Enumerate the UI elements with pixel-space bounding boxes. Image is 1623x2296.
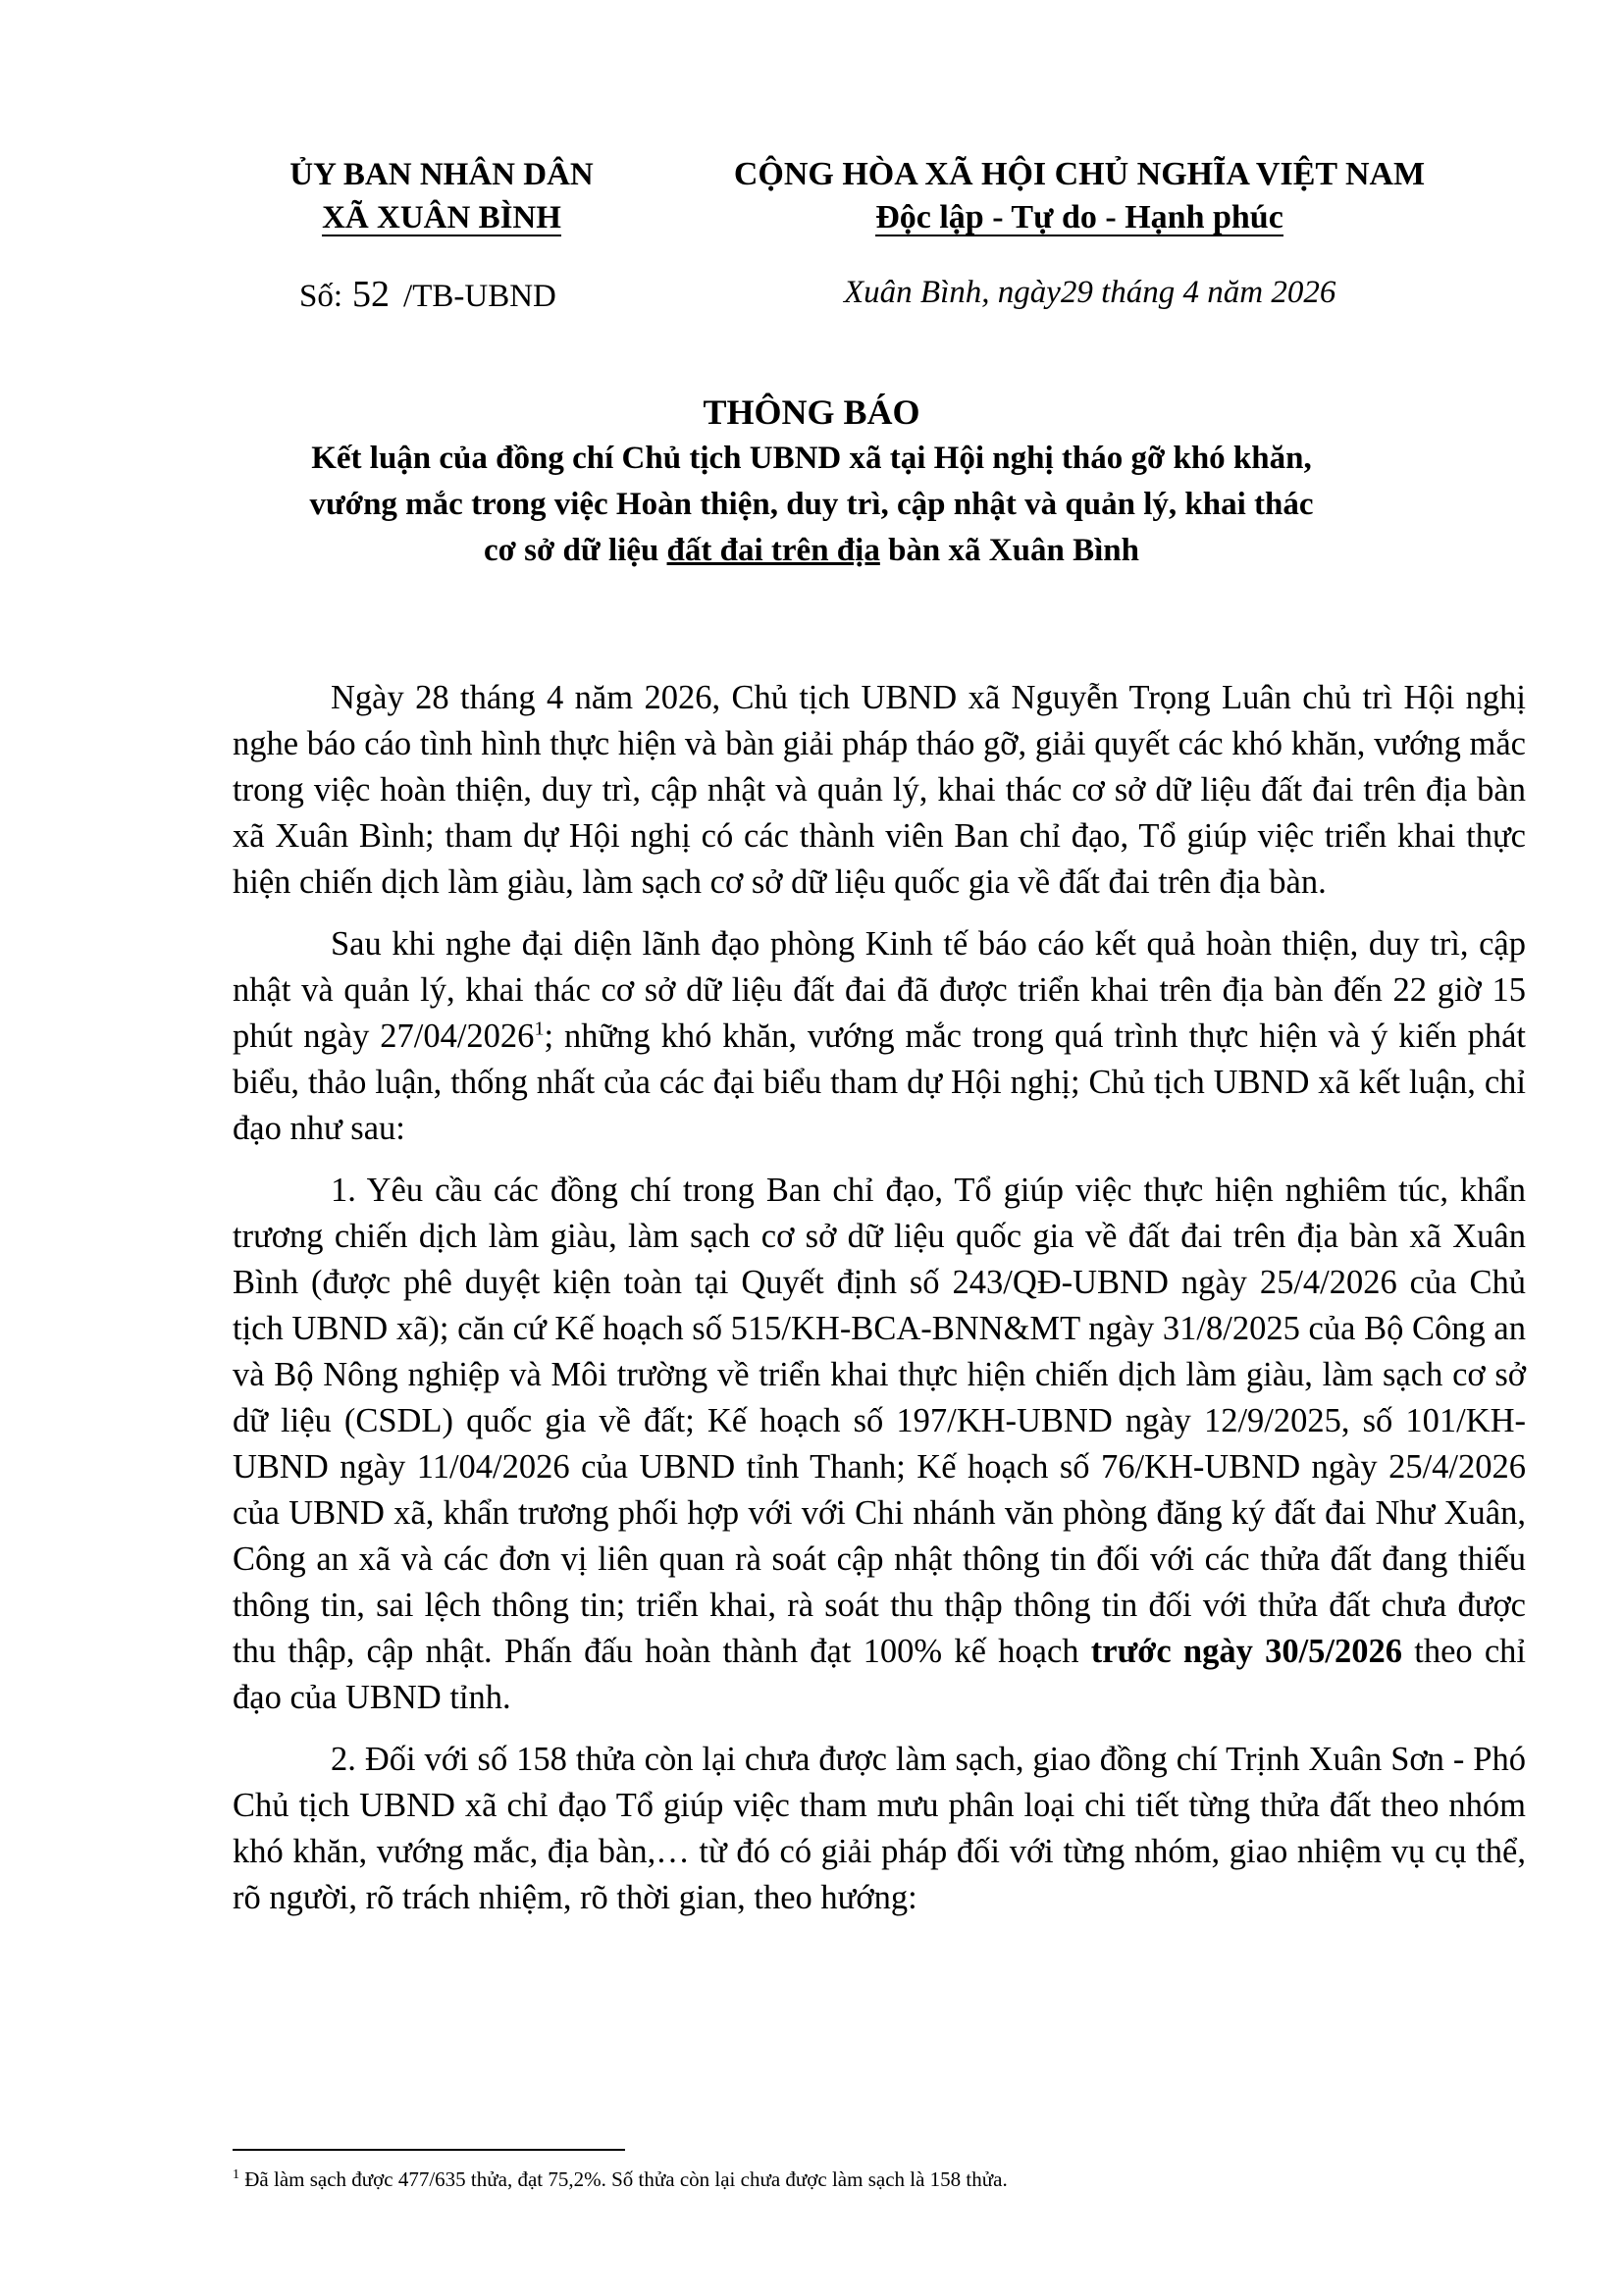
- paragraph-2-part-b: ; những khó khăn, vướng mắc trong quá trình thực hiện và ý kiến phát biểu, thảo luận, thống nhất của các đại biểu tham dự Hội nghị; Chủ tịch UBND xã kết luận, chỉ đạo như sau:: [233, 1018, 1526, 1147]
- document-title: [196, 389, 1427, 574]
- document-number: [299, 273, 556, 316]
- title-line-3-underlined: đất đai trên địa: [666, 533, 880, 568]
- paragraph-2-part-a: Sau khi nghe đại diện lãnh đạo phòng Kinh tế báo cáo kết quả hoàn thiện, duy trì, cập nhật và quản lý, khai thác cơ sở dữ liệu đất đai đã được triển khai trên địa bàn đến 22 giờ 15 phút ngày 27/04/2026: [233, 925, 1526, 1055]
- footnote: [233, 2162, 1008, 2193]
- doc-number-suffix: /TB-UBND: [403, 279, 556, 314]
- title-line-3-part-c: bàn xã Xuân Bình: [879, 533, 1139, 568]
- title-main: THÔNG BÁO: [703, 392, 920, 432]
- nation-line-1: CỘNG HÒA XÃ HỘI CHỦ NGHĨA VIỆT NAM: [733, 156, 1426, 192]
- agency-line-1: ỦY BAN NHÂN DÂN: [289, 157, 594, 192]
- doc-number-prefix: Số:: [299, 279, 343, 314]
- paragraph-1: Ngày 28 tháng 4 năm 2026, Chủ tịch UBND xã Nguyễn Trọng Luân chủ trì Hội nghị nghe báo cáo tình hình thực hiện và bàn giải pháp tháo gỡ, giải quyết các khó khăn, vướng mắc trong việc hoàn thiện, duy trì, cập nhật và quản lý, khai thác cơ sở dữ liệu đất đai trên địa bàn xã Xuân Bình; tham dự Hội nghị có các thành viên Ban chỉ đạo, Tổ giúp việc triển khai thực hiện chiến dịch làm giàu, làm sạch cơ sở dữ liệu quốc gia về đất đai trên địa bàn.: [233, 679, 1526, 901]
- footnote-text: Đã làm sạch được 477/635 thửa, đạt 75,2%. Số thửa còn lại chưa được làm sạch là 158 thửa.: [239, 2167, 1008, 2191]
- paragraph-3-part-a: 1. Yêu cầu các đồng chí trong Ban chỉ đạo, Tổ giúp việc thực hiện nghiêm túc, khẩn trương chiến dịch làm giàu, làm sạch cơ sở dữ liệu quốc gia về đất đai trên địa bàn xã Xuân Bình (được phê duyệt kiện toàn tại Quyết định số 243/QĐ-UBND ngày 25/4/2026 của Chủ tịch UBND xã); căn cứ Kế hoạch số 515/KH-BCA-BNN&MT ngày 31/8/2025 của Bộ Công an và Bộ Nông nghiệp và Môi trường về triển khai thực hiện chiến dịch làm giàu, làm sạch cơ sở dữ liệu (CSDL) quốc gia về đất; Kế hoạch số 197/KH-UBND ngày 12/9/2025, số 101/KH-UBND ngày 11/04/2026 của UBND tỉnh Thanh; Kế hoạch số 76/KH-UBND ngày 25/4/2026 của UBND xã, khẩn trương phối hợp với với Chi nhánh văn phòng đăng ký đất đai Như Xuân, Công an xã và các đơn vị liên quan rà soát cập nhật thông tin đối với các thửa đất đang thiếu thông tin, sai lệch thông tin; triển khai, rà soát thu thập thông tin đối với thửa đất chưa được thu thập, cập nhật. Phấn đấu hoàn thành đạt 100% kế hoạch: [233, 1172, 1526, 1670]
- nation-motto: Độc lập - Tự do - Hạnh phúc: [875, 199, 1283, 235]
- doc-number-value: 52: [352, 274, 391, 315]
- deadline-emphasis: trước ngày 30/5/2026: [1090, 1633, 1403, 1670]
- title-line-3: [196, 528, 1427, 574]
- national-header: [687, 153, 1472, 239]
- date-place: Xuân Bình, ngày29 tháng 4 năm 2026: [844, 275, 1336, 310]
- paragraph-2: [233, 921, 1526, 1152]
- document-body: [233, 675, 1526, 1937]
- title-line-2: vướng mắc trong việc Hoàn thiện, duy trì, cập nhật và quản lý, khai thác: [309, 487, 1314, 522]
- issuing-agency: [260, 153, 623, 239]
- footnote-mark: 1: [233, 2167, 239, 2182]
- paragraph-3: [233, 1168, 1526, 1721]
- paragraph-4: 2. Đối với số 158 thửa còn lại chưa được làm sạch, giao đồng chí Trịnh Xuân Sơn - Phó Chủ tịch UBND xã chỉ đạo Tổ giúp việc tham mưu phân loại chi tiết từng thửa đất theo nhóm khó khăn, vướng mắc, địa bàn,… từ đó có giải pháp đối với từng nhóm, giao nhiệm vụ cụ thể, rõ người, rõ trách nhiệm, rõ thời gian, theo hướng:: [233, 1741, 1526, 1916]
- agency-line-2: XÃ XUÂN BÌNH: [322, 200, 561, 235]
- footnote-separator: [233, 2149, 625, 2151]
- paragraph-3-part-b: theo chỉ đạo của UBND tỉnh.: [233, 1633, 1527, 1716]
- title-line-3-part-a: cơ sở dữ liệu: [484, 533, 667, 568]
- title-line-1: Kết luận của đồng chí Chủ tịch UBND xã tại Hội nghị tháo gỡ khó khăn,: [311, 441, 1312, 476]
- footnote-reference: 1: [534, 1018, 545, 1040]
